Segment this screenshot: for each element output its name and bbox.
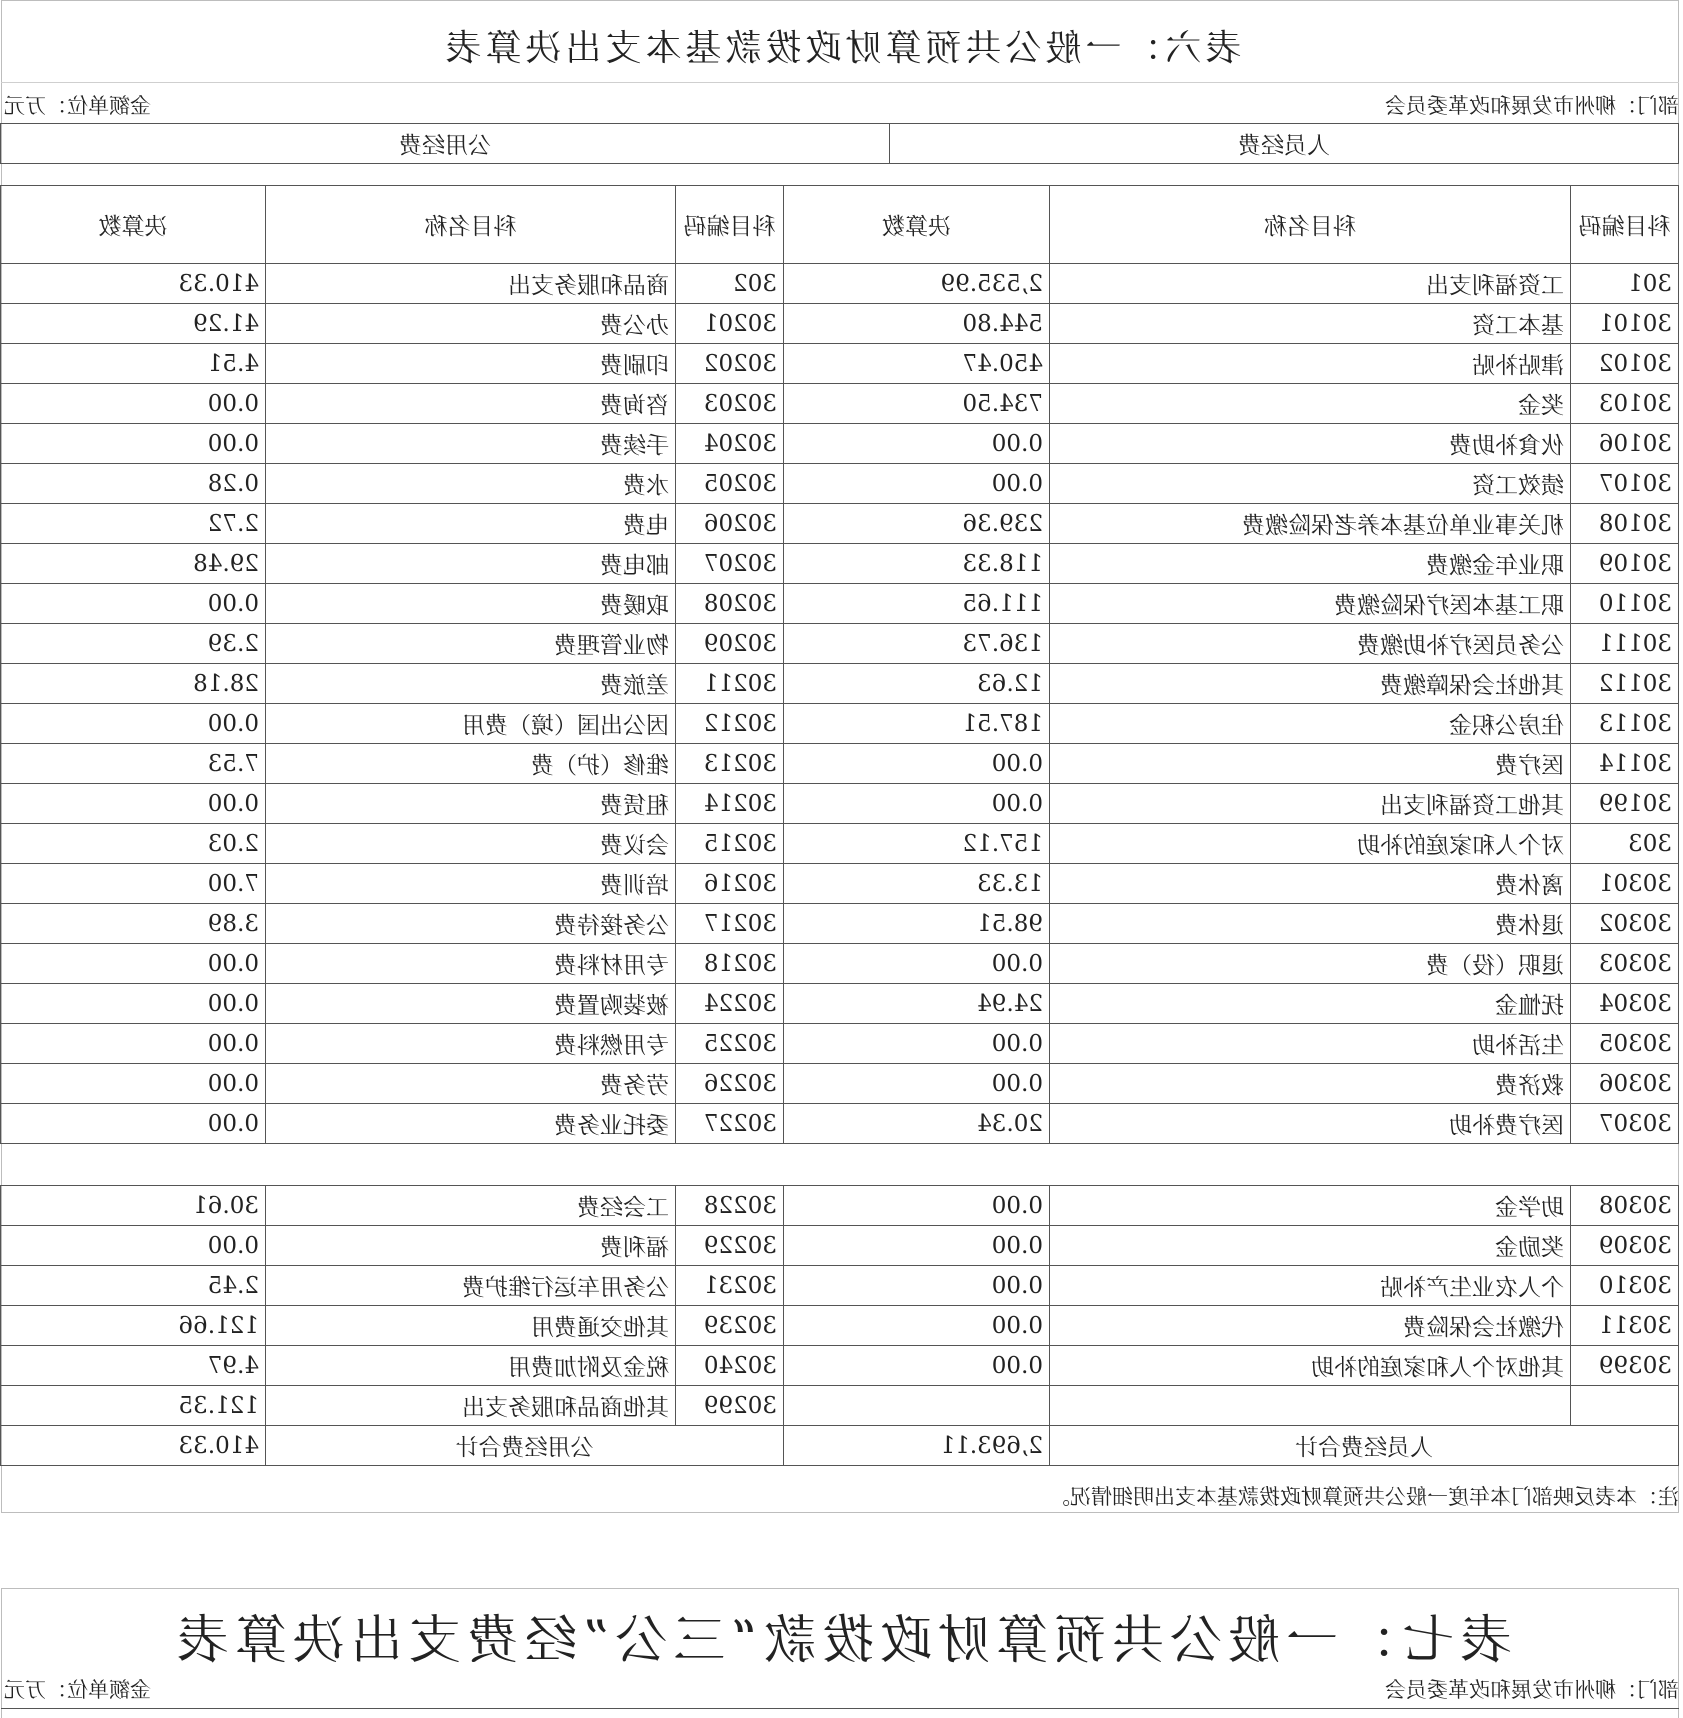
- personnel-amount-cell: 0.00: [784, 464, 1050, 504]
- personnel-code-cell: 30102: [1571, 344, 1679, 384]
- personnel-code-cell: 30399: [1571, 1346, 1679, 1386]
- table-row: [1, 904, 1679, 944]
- public-amount-cell: 7.00: [1, 864, 266, 904]
- public-code-cell: 30227: [676, 1104, 784, 1144]
- public-code-cell: 30299: [676, 1386, 784, 1426]
- table-row: [1, 944, 1679, 984]
- personnel-name-cell: 离休费: [1050, 864, 1571, 904]
- public-name-cell: 其他商品和服务支出: [266, 1386, 676, 1426]
- table-row: [1, 664, 1679, 704]
- public-code-cell: 30226: [676, 1064, 784, 1104]
- personnel-name-cell: 其他对个人和家庭的补助: [1050, 1346, 1571, 1386]
- personnel-name-cell: 医疗费补助: [1050, 1104, 1571, 1144]
- public-name-cell: 公务用车运行维护费: [266, 1266, 676, 1306]
- personnel-total-label: 人员经费合计: [1050, 1426, 1679, 1466]
- personnel-name-cell: 代缴社会保险费: [1050, 1306, 1571, 1346]
- personnel-amount-cell: 98.51: [784, 904, 1050, 944]
- personnel-amount-cell: 0.00: [784, 1266, 1050, 1306]
- col-code-personnel: 科目编码: [1571, 186, 1679, 264]
- table7-department: 部门：柳州市发展和改革委员会: [1385, 1678, 1679, 1702]
- personnel-amount-cell: 12.63: [784, 664, 1050, 704]
- personnel-code-cell: 30113: [1571, 704, 1679, 744]
- public-amount-cell: 2.03: [1, 824, 266, 864]
- table-row: [1, 1386, 1679, 1426]
- personnel-amount-cell: 0.00: [784, 1346, 1050, 1386]
- personnel-code-cell: 30109: [1571, 544, 1679, 584]
- personnel-amount-cell: 136.73: [784, 624, 1050, 664]
- personnel-amount-cell: 0.00: [784, 1306, 1050, 1346]
- public-code-cell: 30201: [676, 304, 784, 344]
- personnel-name-cell: 伙食补助费: [1050, 424, 1571, 464]
- personnel-amount-cell: 20.34: [784, 1104, 1050, 1144]
- public-amount-cell: 0.00: [1, 584, 266, 624]
- personnel-code-cell: 301: [1571, 264, 1679, 304]
- public-amount-cell: 0.00: [1, 1104, 266, 1144]
- public-code-cell: 30216: [676, 864, 784, 904]
- public-name-cell: 工会经费: [266, 1186, 676, 1226]
- personnel-name-cell: 其他社会保障缴费: [1050, 664, 1571, 704]
- public-code-cell: 30217: [676, 904, 784, 944]
- public-amount-cell: 121.35: [1, 1386, 266, 1426]
- public-code-cell: 30204: [676, 424, 784, 464]
- section-header-table: [0, 123, 1679, 164]
- public-name-cell: 培训费: [266, 864, 676, 904]
- public-header: 公用经费: [1, 124, 890, 164]
- table7-title: 表七：一般公共预算财政拨款“三公”经费支出决算表: [170, 1611, 1513, 1671]
- personnel-name-cell: 助学金: [1050, 1186, 1571, 1226]
- table-row: [1, 984, 1679, 1024]
- public-code-cell: 30228: [676, 1186, 784, 1226]
- col-name-personnel: 科目名称: [1050, 186, 1571, 264]
- personnel-name-cell: 基本工资: [1050, 304, 1571, 344]
- public-code-cell: 30211: [676, 664, 784, 704]
- table-row: [1, 504, 1679, 544]
- public-total-label: 公用经费合计: [266, 1426, 784, 1466]
- personnel-code-cell: 30305: [1571, 1024, 1679, 1064]
- public-name-cell: 取暖费: [266, 584, 676, 624]
- personnel-code-cell: 303: [1571, 824, 1679, 864]
- personnel-name-cell: 住房公积金: [1050, 704, 1571, 744]
- public-name-cell: 物业管理费: [266, 624, 676, 664]
- table6-note: 注：本表反映部门本年度一般公共预算财政拨款基本支出明细情况。: [1049, 1485, 1679, 1509]
- table-row: [1, 384, 1679, 424]
- personnel-name-cell: 生活补助: [1050, 1024, 1571, 1064]
- personnel-code-cell: 30103: [1571, 384, 1679, 424]
- personnel-code-cell: 30308: [1571, 1186, 1679, 1226]
- public-code-cell: 30213: [676, 744, 784, 784]
- personnel-amount-cell: 239.36: [784, 504, 1050, 544]
- public-name-cell: 水费: [266, 464, 676, 504]
- public-code-cell: 30212: [676, 704, 784, 744]
- personnel-name-cell: 抚恤金: [1050, 984, 1571, 1024]
- public-code-cell: 30218: [676, 944, 784, 984]
- table-row: [1, 1306, 1679, 1346]
- table-row: [1, 624, 1679, 664]
- public-amount-cell: 3.89: [1, 904, 266, 944]
- table-row: [1, 1346, 1679, 1386]
- personnel-code-cell: 30309: [1571, 1226, 1679, 1266]
- personnel-name-cell: [1050, 1386, 1571, 1426]
- personnel-name-cell: 职工基本医疗保险缴费: [1050, 584, 1571, 624]
- personnel-amount-cell: 734.50: [784, 384, 1050, 424]
- table6-title: 表六：一般公共预算财政拨款基本支出决算表: [441, 28, 1242, 69]
- personnel-amount-cell: 0.00: [784, 1024, 1050, 1064]
- personnel-code-cell: 30106: [1571, 424, 1679, 464]
- personnel-code-cell: 30304: [1571, 984, 1679, 1024]
- personnel-name-cell: 津贴补贴: [1050, 344, 1571, 384]
- personnel-code-cell: 30101: [1571, 304, 1679, 344]
- personnel-amount-cell: 187.51: [784, 704, 1050, 744]
- public-code-cell: 30203: [676, 384, 784, 424]
- table-row: [1, 704, 1679, 744]
- public-code-cell: 30207: [676, 544, 784, 584]
- public-amount-cell: 2.45: [1, 1266, 266, 1306]
- personnel-amount-cell: 0.00: [784, 1226, 1050, 1266]
- personnel-code-cell: 30111: [1571, 624, 1679, 664]
- personnel-name-cell: 其他工资福利支出: [1050, 784, 1571, 824]
- public-amount-cell: 41.29: [1, 304, 266, 344]
- public-name-cell: 租赁费: [266, 784, 676, 824]
- public-name-cell: 手续费: [266, 424, 676, 464]
- public-amount-cell: 7.53: [1, 744, 266, 784]
- personnel-amount-cell: 24.94: [784, 984, 1050, 1024]
- personnel-code-cell: 30302: [1571, 904, 1679, 944]
- personnel-name-cell: 绩效工资: [1050, 464, 1571, 504]
- public-amount-cell: 2.39: [1, 624, 266, 664]
- public-name-cell: 差旅费: [266, 664, 676, 704]
- table-row: [1, 424, 1679, 464]
- public-code-cell: 30214: [676, 784, 784, 824]
- public-name-cell: 专用材料费: [266, 944, 676, 984]
- public-code-cell: 30208: [676, 584, 784, 624]
- public-amount-cell: 0.00: [1, 784, 266, 824]
- public-name-cell: 被装购置费: [266, 984, 676, 1024]
- personnel-amount-cell: 118.33: [784, 544, 1050, 584]
- table6-continued: [0, 1185, 1679, 1466]
- total-row: [1, 1426, 1679, 1466]
- personnel-code-cell: 30199: [1571, 784, 1679, 824]
- personnel-amount-cell: 2,535.99: [784, 264, 1050, 304]
- public-amount-cell: 0.00: [1, 424, 266, 464]
- public-amount-cell: 0.00: [1, 384, 266, 424]
- public-name-cell: 其他交通费用: [266, 1306, 676, 1346]
- table-row: [1, 784, 1679, 824]
- personnel-name-cell: 奖金: [1050, 384, 1571, 424]
- personnel-amount-cell: 0.00: [784, 744, 1050, 784]
- personnel-code-cell: 30310: [1571, 1266, 1679, 1306]
- table-row: [1, 1064, 1679, 1104]
- public-code-cell: 30231: [676, 1266, 784, 1306]
- table-row: [1, 344, 1679, 384]
- table-row: [1, 1024, 1679, 1064]
- table-row: [1, 264, 1679, 304]
- personnel-amount-cell: 0.00: [784, 424, 1050, 464]
- public-amount-cell: 121.66: [1, 1306, 266, 1346]
- table-row: [1, 744, 1679, 784]
- personnel-amount-cell: [784, 1386, 1050, 1426]
- table-row: [1, 1186, 1679, 1226]
- table7-unit: 金额单位：万元: [4, 1678, 151, 1702]
- personnel-name-cell: 职业年金缴费: [1050, 544, 1571, 584]
- public-code-cell: 30239: [676, 1306, 784, 1346]
- table-row: [1, 864, 1679, 904]
- public-amount-cell: 0.00: [1, 1064, 266, 1104]
- public-name-cell: 邮电费: [266, 544, 676, 584]
- personnel-name-cell: 医疗费: [1050, 744, 1571, 784]
- personnel-amount-cell: 0.00: [784, 944, 1050, 984]
- personnel-code-cell: 30301: [1571, 864, 1679, 904]
- personnel-header: 人员经费: [890, 124, 1679, 164]
- public-code-cell: 30225: [676, 1024, 784, 1064]
- public-amount-cell: 29.48: [1, 544, 266, 584]
- personnel-code-cell: 30311: [1571, 1306, 1679, 1346]
- public-amount-cell: 0.00: [1, 1024, 266, 1064]
- table6-department: 部门：柳州市发展和改革委员会: [1385, 94, 1679, 118]
- public-amount-cell: 4.51: [1, 344, 266, 384]
- personnel-name-cell: 个人农业生产补贴: [1050, 1266, 1571, 1306]
- public-code-cell: 30215: [676, 824, 784, 864]
- personnel-code-cell: 30110: [1571, 584, 1679, 624]
- public-amount-cell: 0.00: [1, 1226, 266, 1266]
- personnel-total-amount: 2,693.11: [784, 1426, 1050, 1466]
- personnel-code-cell: 30303: [1571, 944, 1679, 984]
- public-name-cell: 公务接待费: [266, 904, 676, 944]
- table-row: [1, 1266, 1679, 1306]
- public-total-amount: 410.33: [1, 1426, 266, 1466]
- public-name-cell: 维修（护）费: [266, 744, 676, 784]
- personnel-amount-cell: 157.12: [784, 824, 1050, 864]
- personnel-name-cell: 工资福利支出: [1050, 264, 1571, 304]
- table-row: [1, 1104, 1679, 1144]
- personnel-code-cell: 30107: [1571, 464, 1679, 504]
- table-row: [1, 824, 1679, 864]
- public-amount-cell: 0.00: [1, 984, 266, 1024]
- public-code-cell: 30206: [676, 504, 784, 544]
- public-name-cell: 会议费: [266, 824, 676, 864]
- public-name-cell: 专用燃料费: [266, 1024, 676, 1064]
- table-row: [1, 464, 1679, 504]
- public-name-cell: 福利费: [266, 1226, 676, 1266]
- table-row: [1, 544, 1679, 584]
- personnel-name-cell: 退职（役）费: [1050, 944, 1571, 984]
- public-code-cell: 302: [676, 264, 784, 304]
- personnel-name-cell: 对个人和家庭的补助: [1050, 824, 1571, 864]
- public-code-cell: 30209: [676, 624, 784, 664]
- public-name-cell: 商品和服务支出: [266, 264, 676, 304]
- personnel-amount-cell: 111.65: [784, 584, 1050, 624]
- public-amount-cell: 28.18: [1, 664, 266, 704]
- personnel-name-cell: 公务员医疗补助缴费: [1050, 624, 1571, 664]
- personnel-name-cell: 机关事业单位基本养老保险缴费: [1050, 504, 1571, 544]
- personnel-name-cell: 退休费: [1050, 904, 1571, 944]
- public-name-cell: 委托业务费: [266, 1104, 676, 1144]
- table6-main: [0, 185, 1679, 1144]
- personnel-code-cell: 30307: [1571, 1104, 1679, 1144]
- personnel-amount-cell: 13.33: [784, 864, 1050, 904]
- public-amount-cell: 0.28: [1, 464, 266, 504]
- personnel-name-cell: 救济费: [1050, 1064, 1571, 1104]
- col-amount-personnel: 决算数: [784, 186, 1050, 264]
- public-name-cell: 电费: [266, 504, 676, 544]
- public-code-cell: 30224: [676, 984, 784, 1024]
- public-code-cell: 30229: [676, 1226, 784, 1266]
- public-amount-cell: 0.00: [1, 704, 266, 744]
- table-row: [1, 1226, 1679, 1266]
- public-code-cell: 30205: [676, 464, 784, 504]
- personnel-code-cell: 30306: [1571, 1064, 1679, 1104]
- table7-rule: [1, 1708, 1679, 1709]
- public-amount-cell: 2.72: [1, 504, 266, 544]
- personnel-code-cell: 30114: [1571, 744, 1679, 784]
- personnel-amount-cell: 0.00: [784, 1186, 1050, 1226]
- personnel-code-cell: 30112: [1571, 664, 1679, 704]
- title-divider: [1, 82, 1679, 83]
- table6-unit: 金额单位：万元: [4, 94, 151, 118]
- col-name-public: 科目名称: [266, 186, 676, 264]
- public-amount-cell: 0.00: [1, 944, 266, 984]
- personnel-amount-cell: 544.80: [784, 304, 1050, 344]
- public-name-cell: 印刷费: [266, 344, 676, 384]
- personnel-code-cell: [1571, 1386, 1679, 1426]
- public-code-cell: 30202: [676, 344, 784, 384]
- personnel-amount-cell: 0.00: [784, 784, 1050, 824]
- public-amount-cell: 410.33: [1, 264, 266, 304]
- personnel-amount-cell: 0.00: [784, 1064, 1050, 1104]
- col-code-public: 科目编码: [676, 186, 784, 264]
- personnel-code-cell: 30108: [1571, 504, 1679, 544]
- public-amount-cell: 4.97: [1, 1346, 266, 1386]
- public-name-cell: 因公出国（境）费用: [266, 704, 676, 744]
- public-name-cell: 咨询费: [266, 384, 676, 424]
- table-row: [1, 584, 1679, 624]
- table-row: [1, 304, 1679, 344]
- column-header-row: [1, 186, 1679, 264]
- public-amount-cell: 30.61: [1, 1186, 266, 1226]
- public-name-cell: 劳务费: [266, 1064, 676, 1104]
- personnel-name-cell: 奖励金: [1050, 1226, 1571, 1266]
- col-amount-public: 决算数: [1, 186, 266, 264]
- public-name-cell: 办公费: [266, 304, 676, 344]
- public-name-cell: 税金及附加费用: [266, 1346, 676, 1386]
- public-code-cell: 30240: [676, 1346, 784, 1386]
- personnel-amount-cell: 450.47: [784, 344, 1050, 384]
